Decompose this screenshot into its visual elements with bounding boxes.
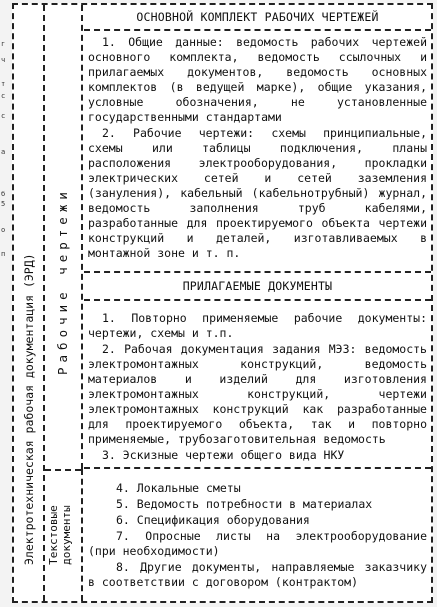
left-margin-marks (0, 0, 10, 607)
main-set-item: 2. Рабочие чертежи: схемы принципиальные, схемы или таблицы подключения, планы расположения электрооборудования, прокладки электрических сетей и сетей заземления (зануления), кабельный (кабельнотрубный) журнал, ведомость заполнения труб кабелями, разработанные для проектируемого объекта чертежи конструкций и деталей, изготавливаемых в монтажной зоне и т. п. (88, 126, 427, 260)
text-docs-section (84, 467, 431, 590)
margin-mark: а (1, 148, 6, 156)
margin-mark: о (1, 226, 6, 234)
attached-heading: ПРИЛАГАЕМЫЕ ДОКУМЕНТЫ (182, 279, 333, 293)
attached-item: 1. Повторно применяемые рабочие документы: чертежи, схемы и т.п. (88, 311, 427, 340)
margin-mark: 5 (1, 200, 6, 208)
margin-mark: ч (1, 56, 6, 64)
section-divider (84, 29, 431, 31)
margin-mark: б (1, 190, 6, 198)
margin-mark: с (1, 92, 6, 100)
text-docs-item: 7. Опросные листы на электрооборудование (при необходимости) (88, 529, 427, 558)
column-divider (81, 469, 83, 601)
margin-mark: п (1, 250, 6, 258)
column-divider (81, 5, 83, 469)
text-docs-item: 5. Ведомость потребности в материалах (116, 497, 373, 511)
text-docs-vertical-label: Текстовые документы (47, 505, 73, 565)
text-docs-item: 4. Локальные сметы (116, 481, 241, 495)
attached-item: 2. Рабочая документация задания МЭЗ: ведомость электромонтажных конструкций, ведомость материалов и изделий для изготовления электромонтажных конструкций, чертежи электромонтажных конструкций как разработанные для проектируемого объекта, так и повторно применяемые, трубозаготовительная ведомость (88, 342, 427, 446)
text-docs-item: 8. Другие документы, направляемые заказчику в соответствии с договором (контрактом) (88, 560, 427, 589)
attached-item: 3. Эскизные чертежи общего вида НКУ (102, 448, 345, 462)
category-column (45, 5, 81, 601)
drawings-vertical-label: Рабочие чертежи (55, 187, 70, 375)
margin-mark: с (1, 112, 6, 120)
main-set-heading: ОСНОВНОЙ КОМПЛЕКТ РАБОЧИХ ЧЕРТЕЖЕЙ (136, 10, 379, 24)
margin-mark: г (1, 40, 6, 48)
outer-label-column (14, 5, 45, 601)
section-divider (84, 467, 431, 469)
text-docs-item: 6. Спецификация оборудования (116, 513, 310, 527)
margin-mark: т (1, 80, 6, 88)
attached-section (84, 271, 431, 463)
section-divider (84, 299, 431, 301)
main-set-item: 1. Общие данные: ведомость рабочих чертежей основного комплекта, ведомость ссылочных и прилагаемых документов, ведомость основных комплектов (в ведущей марке), общие указания, условные обозначения, не установленные государственными стандартами (88, 35, 427, 124)
document-table (12, 3, 433, 603)
category-divider (45, 469, 81, 471)
main-set-section (84, 5, 431, 261)
outer-vertical-label: Электротехническая рабочая документация (ЭРД) (22, 253, 36, 565)
